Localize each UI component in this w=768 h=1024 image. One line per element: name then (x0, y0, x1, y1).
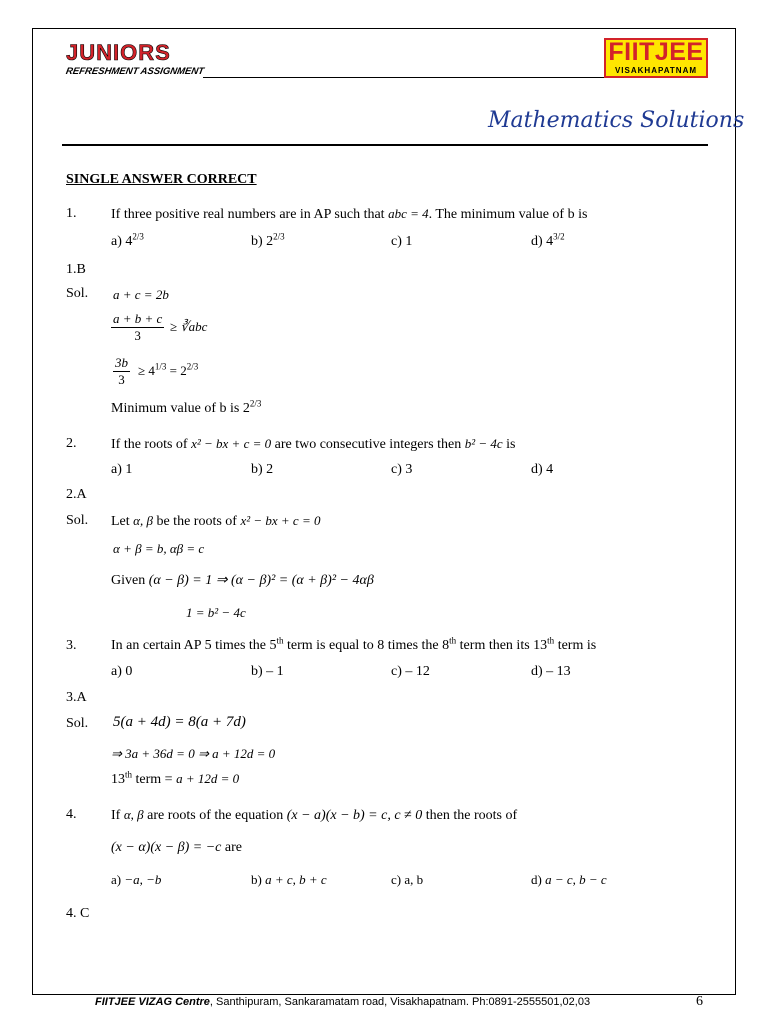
fiitjee-logo (604, 38, 708, 78)
header-rule (203, 77, 609, 78)
q2-option-a: a) 1 (111, 462, 133, 477)
q4-option-c: c) a, b (391, 872, 424, 887)
q3-text: In an certain AP 5 times the 5th term is equal to 8 times the 8th term then its 13th term is (111, 635, 597, 653)
q1-frac1: $\frac{a + b + c}{3}$ (113, 311, 163, 343)
q3-number: 3. (66, 638, 77, 653)
subject-rule (62, 144, 708, 146)
q1-min-value: Minimum value of b is $2^{2/3}$ (111, 398, 262, 416)
q1-sol-line2: ≥ ∛abc (170, 319, 208, 334)
subject-title: Mathematics Solutions (488, 108, 745, 133)
q3-option-d: d) – 13 (531, 664, 571, 679)
q1-math: abc = 4 (388, 206, 429, 221)
q2-answer: 2.A (66, 487, 87, 502)
q1-answer: 1.B (66, 262, 86, 277)
footer-brand: FIITJEE (95, 996, 136, 1008)
q1-option-d: d) $4^{3/2}$ (531, 231, 565, 249)
footer-centre: VIZAG Centre (138, 996, 210, 1008)
q3-option-b: b) – 1 (251, 664, 284, 679)
q2-option-c: c) 3 (391, 462, 413, 477)
fiitjee-city: VISAKHAPATNAM (614, 66, 698, 75)
q2-sol-line2: α + β = b, αβ = c (113, 541, 205, 556)
q4-option-b: b) a + c, b + c (251, 872, 327, 887)
q2-option-d: d) 4 (531, 462, 554, 477)
q1-option-a: a) $4^{2/3}$ (111, 231, 144, 249)
q3-sol-label: Sol. (66, 716, 89, 731)
q1-sol-label: Sol. (66, 286, 89, 301)
q1-sol-line1: a + c = 2b (113, 287, 169, 302)
q4-number: 4. (66, 807, 77, 822)
q4-option-d: d) a − c, b − c (531, 872, 607, 887)
q4-text-2: (x − α)(x − β) = −c are (111, 840, 242, 855)
q4-option-a: a) −a, −b (111, 872, 162, 887)
q3-sol-line3: 13th term = a + 12d = 0 (111, 769, 240, 787)
page-number: 6 (696, 994, 703, 1009)
q4-answer: 4. C (66, 906, 90, 921)
q1-sol-line3: ≥ $4^{1/3} = 2^{2/3}$ (138, 361, 199, 378)
juniors-logo: JUNIORS (66, 40, 171, 65)
section-title: SINGLE ANSWER CORRECT (66, 172, 257, 187)
q3-sol-line2: ⇒ 3a + 36d = 0 ⇒ a + 12d = 0 (111, 746, 276, 761)
q1-text: If three positive real numbers are in AP such that abc = 4. The minimum value of b is (111, 206, 588, 222)
q1-option-c: c) 1 (391, 234, 413, 249)
q1-number: 1. (66, 206, 77, 221)
q2-text: If the roots of x² − bx + c = 0 are two consecutive integers then b² − 4c is (111, 436, 516, 452)
refresher-label: REFRESHMENT ASSIGNMENT (65, 66, 205, 77)
q3-option-a: a) 0 (111, 664, 133, 679)
q3-option-c: c) – 12 (391, 664, 430, 679)
q4-text: If α, β are roots of the equation (x − a)(x − b) = c, c ≠ 0 then the roots of (111, 807, 518, 823)
q2-sol-label: Sol. (66, 513, 89, 528)
q3-answer: 3.A (66, 690, 87, 705)
q2-sol-line1: Let α, β be the roots of x² − bx + c = 0 (111, 513, 321, 529)
q2-sol-line3: Given (α − β) = 1 ⇒ (α − β)² = (α + β)² − 4αβ (111, 573, 374, 588)
q1-frac2: $\frac{3b}{3}$ (115, 355, 128, 387)
q2-number: 2. (66, 436, 77, 451)
q3-sol-line1: 5(a + 4d) = 8(a + 7d) (113, 714, 246, 730)
q2-option-b: b) 2 (251, 462, 274, 477)
footer-address: FIITJEE VIZAG Centre, Santhipuram, Sankaramatam road, Visakhapatnam. Ph:0891-2555501,02,03 (95, 996, 591, 1008)
q1-option-b: b) $2^{2/3}$ (251, 231, 285, 249)
fiitjee-brand: FIITJEE (608, 38, 704, 66)
q2-sol-line4: 1 = b² − 4c (186, 605, 246, 620)
